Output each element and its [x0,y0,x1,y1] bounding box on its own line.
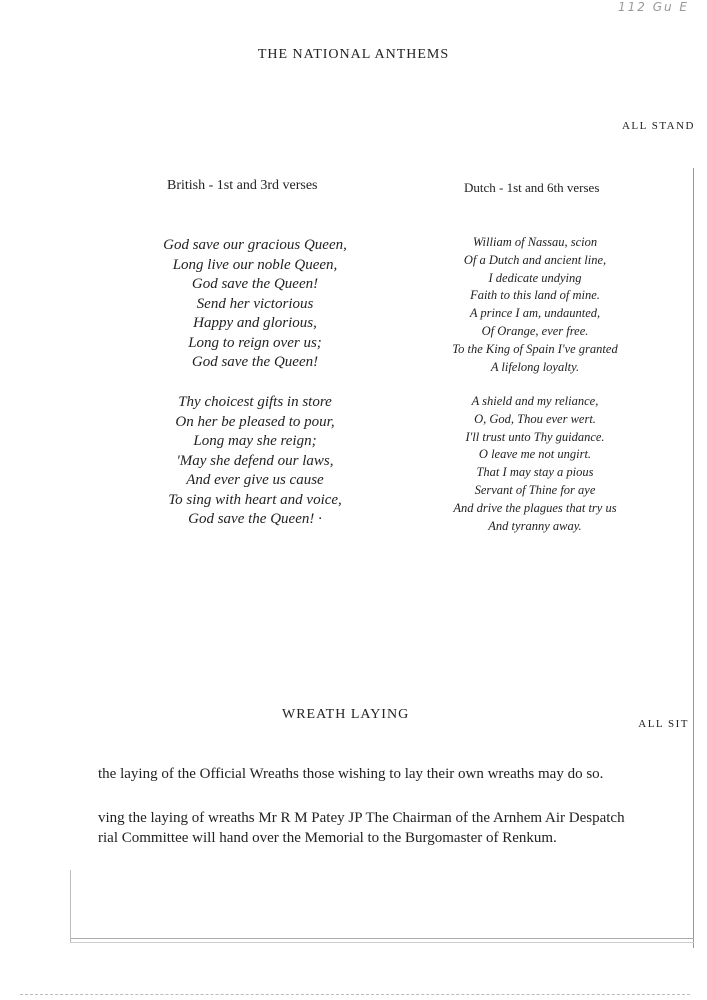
page-border-left [70,870,71,942]
verse-line: God save our gracious Queen, [163,237,347,253]
verse-line: On her be pleased to pour, [175,413,335,430]
verse-line: I'll trust unto Thy guidance. [465,429,605,444]
verse-line: A shield and my reliance, [471,394,599,408]
british-anthem-heading: British - 1st and 3rd verses [167,178,318,193]
verse-line: Thy choicest gifts in store [178,394,332,410]
verse-line: Long live our noble Queen, [172,256,338,273]
verse-line: And tyranny away. [488,518,582,533]
paragraph-line: rial Committee will hand over the Memorial to the Burgomaster of Renkum. [98,830,557,846]
british-verse-2 [130,393,380,530]
verse-line: A prince I am, undaunted, [469,306,601,321]
verse-line: Long may she reign; [193,433,317,449]
wreath-paragraph-2 [98,808,625,848]
handwritten-annotation: 112 Gu E [617,0,689,14]
verse-line: To sing with heart and voice, [168,491,342,508]
verse-line: Of a Dutch and ancient line, [463,252,607,267]
verse-line: Send her victorious [196,295,314,312]
verse-line: Servant of Thine for aye [474,482,596,497]
verse-line: And drive the plagues that try us [453,500,617,515]
verse-line: That I may stay a pious [476,465,594,480]
verse-line: Long to reign over us; [188,334,322,351]
dutch-anthem-heading: Dutch - 1st and 6th verses [464,180,600,195]
verse-line: God save the Queen! [191,354,319,370]
verse-line: Faith to this land of mine. [470,288,600,303]
british-verse-1 [130,236,380,373]
verse-line: 'May she defend our laws, [176,452,334,469]
verse-line: And ever give us cause [186,472,324,488]
dutch-verse-2 [430,393,640,535]
verse-line: A lifelong loyalty. [490,359,580,374]
verse-line: Of Orange, ever free. [481,323,589,338]
wreath-paragraph-1: the laying of the Official Wreaths those wishing to lay their own wreaths may do so. [98,766,604,782]
page-title: THE NATIONAL ANTHEMS [257,47,450,62]
wreath-laying-heading: WREATH LAYING [282,707,410,722]
page-border-bottom-inner [70,942,694,943]
sit-instruction: ALL SIT [638,718,689,730]
dutch-verse-1 [430,234,640,376]
verse-line: William of Nassau, scion [472,235,598,249]
verse-line: O leave me not ungirt. [478,447,592,462]
scan-artifact-line [20,994,690,995]
verse-line: God save the Queen! · [188,511,322,527]
page-border-bottom [70,938,694,939]
stand-instruction: ALL STAND [621,120,695,132]
verse-line: To the King of Spain I've granted [452,341,618,356]
page-border-right [693,168,694,948]
verse-line: God save the Queen! [191,276,319,292]
verse-line: I dedicate undying [488,270,582,285]
verse-line: Happy and glorious, [193,315,317,331]
verse-line: O, God, Thou ever wert. [474,411,596,426]
paragraph-line: ving the laying of wreaths Mr R M Patey JP The Chairman of the Arnhem Air Despatch [98,810,625,826]
